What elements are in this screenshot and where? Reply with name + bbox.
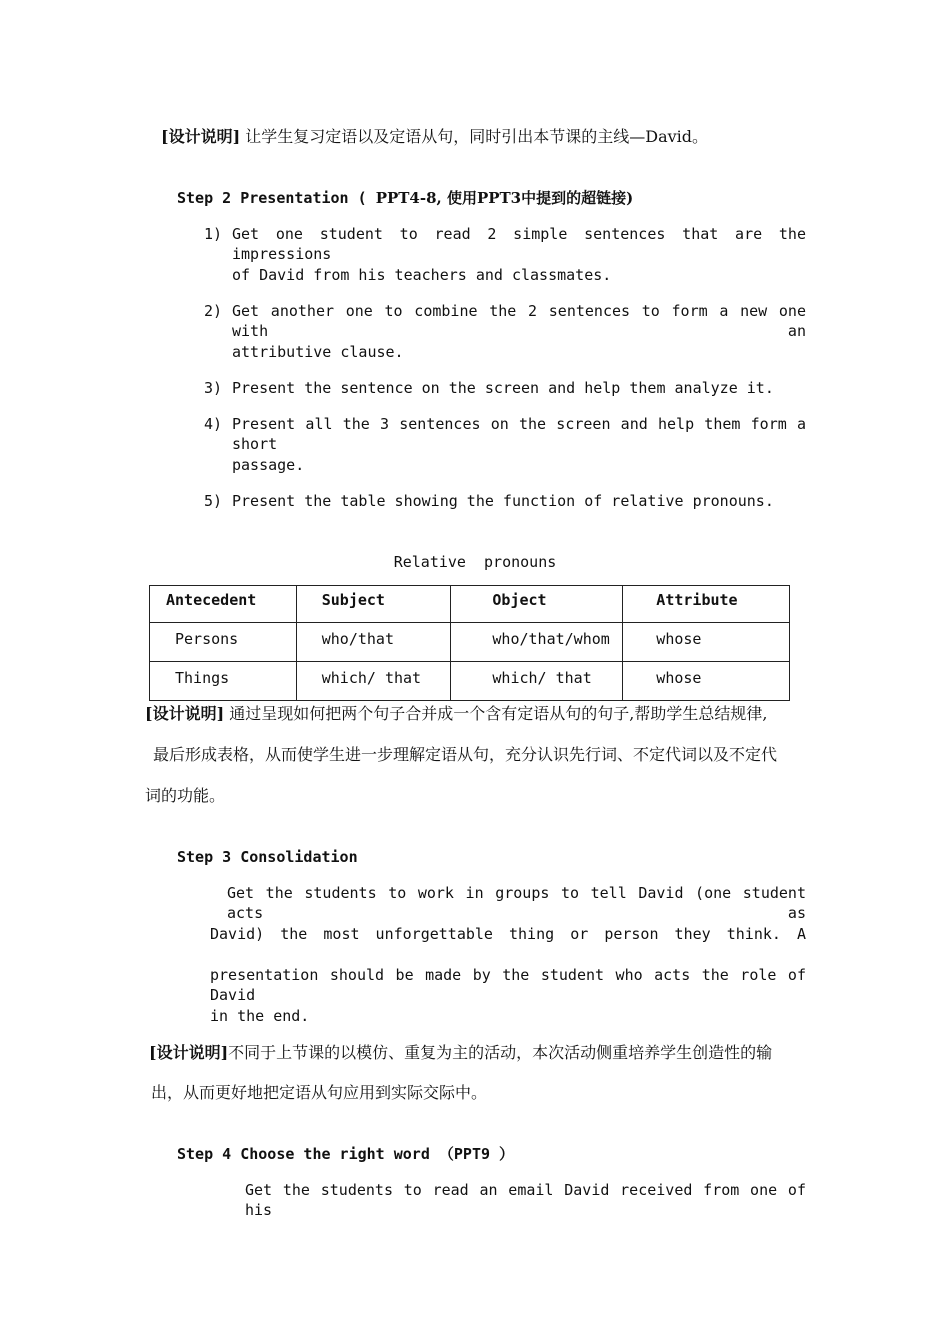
table-caption: Relative pronouns (393, 553, 557, 571)
cell-text: which/ that (492, 669, 592, 687)
table-cell (296, 623, 451, 662)
table-header-cell (451, 586, 623, 623)
step2-heading-ref: PPT4-8, 使用PPT3中提到的超链接) (375, 189, 634, 207)
table-row (150, 662, 790, 701)
design-note-text: 通过呈现如何把两个句子合并成一个含有定语从句的句子,帮助学生总结规律, (229, 704, 768, 723)
step2-item-4-line-2: passage. (232, 456, 305, 474)
design-note-text: 让学生复习定语以及定语从句，同时引出本节课的主线—David。 (245, 127, 709, 146)
table-header-cell (623, 586, 790, 623)
design-note-3-line-2: 出，从而更好地把定语从句应用到实际交际中。 (151, 1083, 488, 1102)
table-cell (451, 662, 623, 701)
design-note-2-line-3: 词的功能。 (145, 786, 226, 805)
table-header-cell (296, 586, 451, 623)
design-note-tag: [设计说明] (161, 127, 241, 146)
step2-item-1-line-1: Get one student to read 2 simple sentences that are the impressions (232, 225, 806, 263)
table-cell (296, 662, 451, 701)
step2-item-4-line-1: Present all the 3 sentences on the screen and help them form a short (232, 415, 806, 453)
design-note-2-line-1 (145, 704, 767, 724)
step2-item-5-num: 5) (204, 492, 223, 510)
table-cell (451, 623, 623, 662)
table-row (150, 623, 790, 662)
relative-pronouns-table (149, 585, 790, 701)
step3-line-4: in the end. (210, 1007, 310, 1025)
step3-line-3: presentation should be made by the student who acts the role of David (210, 966, 806, 1004)
cell-text: Things (175, 669, 230, 687)
table-header-row (150, 586, 790, 623)
step4-heading: Step 4 Choose the right word （PPT9 ） (177, 1145, 515, 1163)
table-cell (150, 623, 297, 662)
step3-line-2: David) the most unforgettable thing or person they think. A (210, 925, 806, 943)
table-cell (623, 662, 790, 701)
step2-item-1-num: 1) (204, 225, 223, 243)
step2-item-2-line-2: attributive clause. (232, 343, 404, 361)
cell-text: who/that (321, 630, 394, 648)
cell-text: Persons (175, 630, 239, 648)
design-note-3-line-1 (149, 1043, 772, 1063)
design-note-tag: [设计说明] (145, 704, 225, 723)
step2-item-3-line-1: Present the sentence on the screen and help them analyze it. (232, 379, 774, 397)
cell-text: which/ that (321, 669, 422, 687)
cell-text: who/that/whom (492, 630, 610, 648)
table-header-cell (150, 586, 297, 623)
step2-item-5-line-1: Present the table showing the function of relative pronouns. (232, 492, 774, 510)
header-attribute: Attribute (656, 591, 738, 609)
header-object: Object (492, 591, 547, 609)
cell-text: whose (656, 669, 702, 687)
step2-item-1-line-2: of David from his teachers and classmates. (232, 266, 612, 284)
header-subject: Subject (321, 591, 385, 609)
step3-line-1: Get the students to work in groups to tell David (one student acts as (227, 884, 806, 922)
step2-item-2-num: 2) (204, 302, 223, 320)
step2-item-3-num: 3) (204, 379, 223, 397)
step3-heading: Step 3 Consolidation (177, 848, 358, 866)
table-cell (150, 662, 297, 701)
design-note-2-line-2: 最后形成表格，从而使学生进一步理解定语从句，充分认识先行词、不定代词以及不定代 (153, 745, 778, 764)
step4-line-1: Get the students to read an email David received from one of his (245, 1181, 806, 1219)
design-note-text: 不同于上节课的以模仿、重复为主的活动，本次活动侧重培养学生创造性的输 (228, 1043, 773, 1062)
step2-item-4-num: 4) (204, 415, 223, 433)
step2-heading-title: Step 2 Presentation ( (177, 189, 376, 207)
design-note-tag: [设计说明] (149, 1043, 229, 1062)
step2-item-2-line-1: Get another one to combine the 2 sentences to form a new one with an (232, 302, 806, 340)
cell-text: whose (656, 630, 702, 648)
design-note-1 (161, 127, 708, 147)
step2-heading (177, 188, 633, 208)
header-antecedent: Antecedent (166, 591, 257, 609)
table-cell (623, 623, 790, 662)
